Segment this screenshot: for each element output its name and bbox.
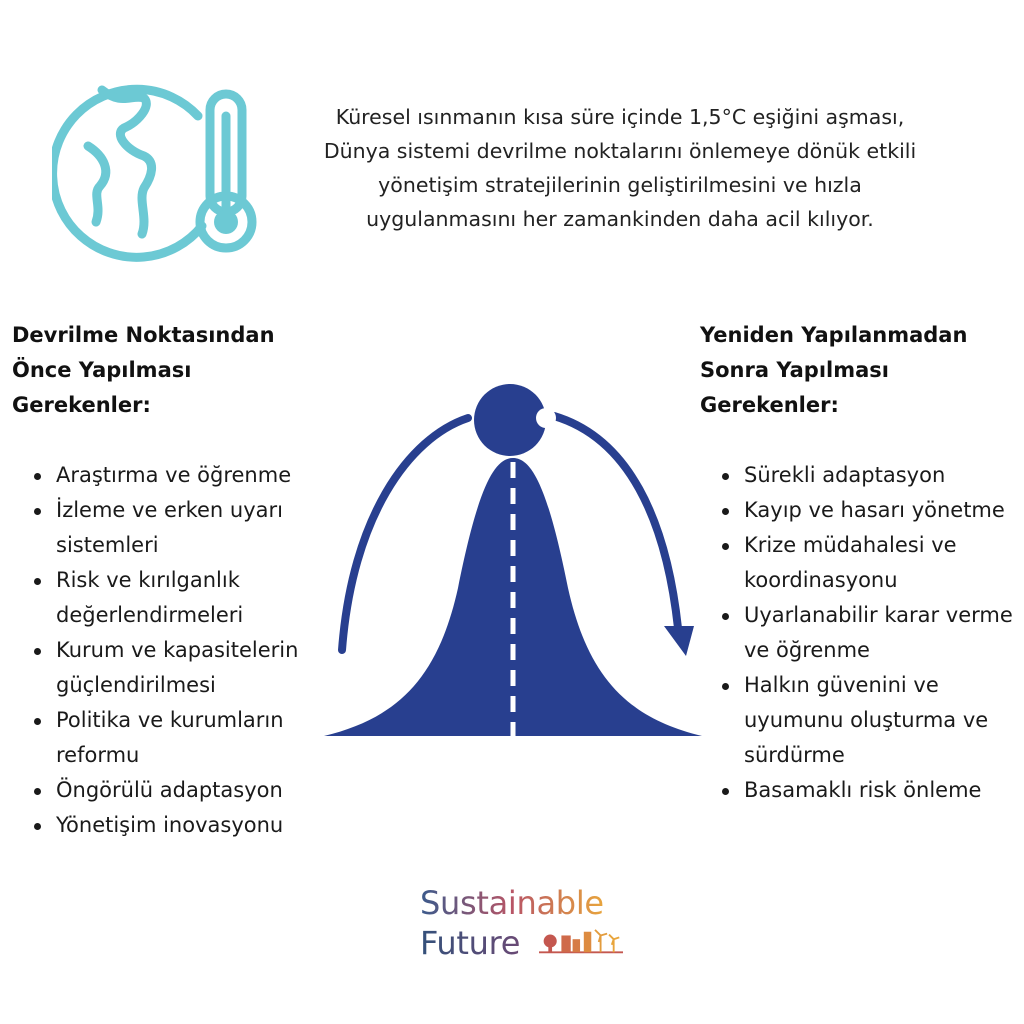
intro-line: Dünya sistemi devrilme noktalarını önlemeye dönük etkili <box>323 139 917 163</box>
right-arc-arrow <box>554 416 678 628</box>
before-tipping-heading <box>12 318 332 423</box>
intro-line: yönetişim stratejilerinin geliştirilmesini ve hızla <box>378 173 862 197</box>
intro-text <box>270 100 970 236</box>
brand-line-2: Future <box>420 924 521 962</box>
list-item: Krize müdahalesi ve koordinasyonu <box>744 528 1024 598</box>
heading-line: Gerekenler: <box>12 393 151 417</box>
intro-line: uygulanmasını her zamankinden daha acil kılıyor. <box>366 207 874 231</box>
list-item: Araştırma ve öğrenme <box>56 458 346 493</box>
list-item: Kurum ve kapasitelerin güçlendirilmesi <box>56 633 346 703</box>
list-item: Risk ve kırılganlık değerlendirmeleri <box>56 563 346 633</box>
list-item: Politika ve kurumların reformu <box>56 703 346 773</box>
list-item: Öngörülü adaptasyon <box>56 773 346 808</box>
left-arc-arrow <box>342 418 468 650</box>
tipping-point-curve <box>318 378 708 750</box>
before-tipping-list <box>12 458 346 843</box>
list-item: Sürekli adaptasyon <box>744 458 1024 493</box>
ball <box>474 384 546 456</box>
arrow-head <box>664 626 694 656</box>
after-restructuring-heading <box>700 318 1020 423</box>
list-item: Uyarlanabilir karar verme ve öğrenme <box>744 598 1024 668</box>
city-skyline-icon <box>538 928 624 956</box>
globe-thermometer-icon <box>52 76 266 262</box>
list-item: Basamaklı risk önleme <box>744 773 1024 808</box>
list-item: İzleme ve erken uyarı sistemleri <box>56 493 346 563</box>
heading-line: Gerekenler: <box>700 393 839 417</box>
heading-line: Sonra Yapılması <box>700 358 889 382</box>
list-item: Kayıp ve hasarı yönetme <box>744 493 1024 528</box>
heading-line: Önce Yapılması <box>12 358 192 382</box>
sustainable-future-logo <box>420 884 660 964</box>
list-item: Halkın güvenini ve uyumunu oluşturma ve sürdürme <box>744 668 1024 773</box>
after-restructuring-list <box>700 458 1024 808</box>
brand-line-1: Sustainable <box>420 884 604 922</box>
list-item: Yönetişim inovasyonu <box>56 808 346 843</box>
intro-line: Küresel ısınmanın kısa süre içinde 1,5°C eşiğini aşması, <box>335 105 905 129</box>
heading-line: Yeniden Yapılanmadan <box>700 323 968 347</box>
heading-line: Devrilme Noktasından <box>12 323 275 347</box>
